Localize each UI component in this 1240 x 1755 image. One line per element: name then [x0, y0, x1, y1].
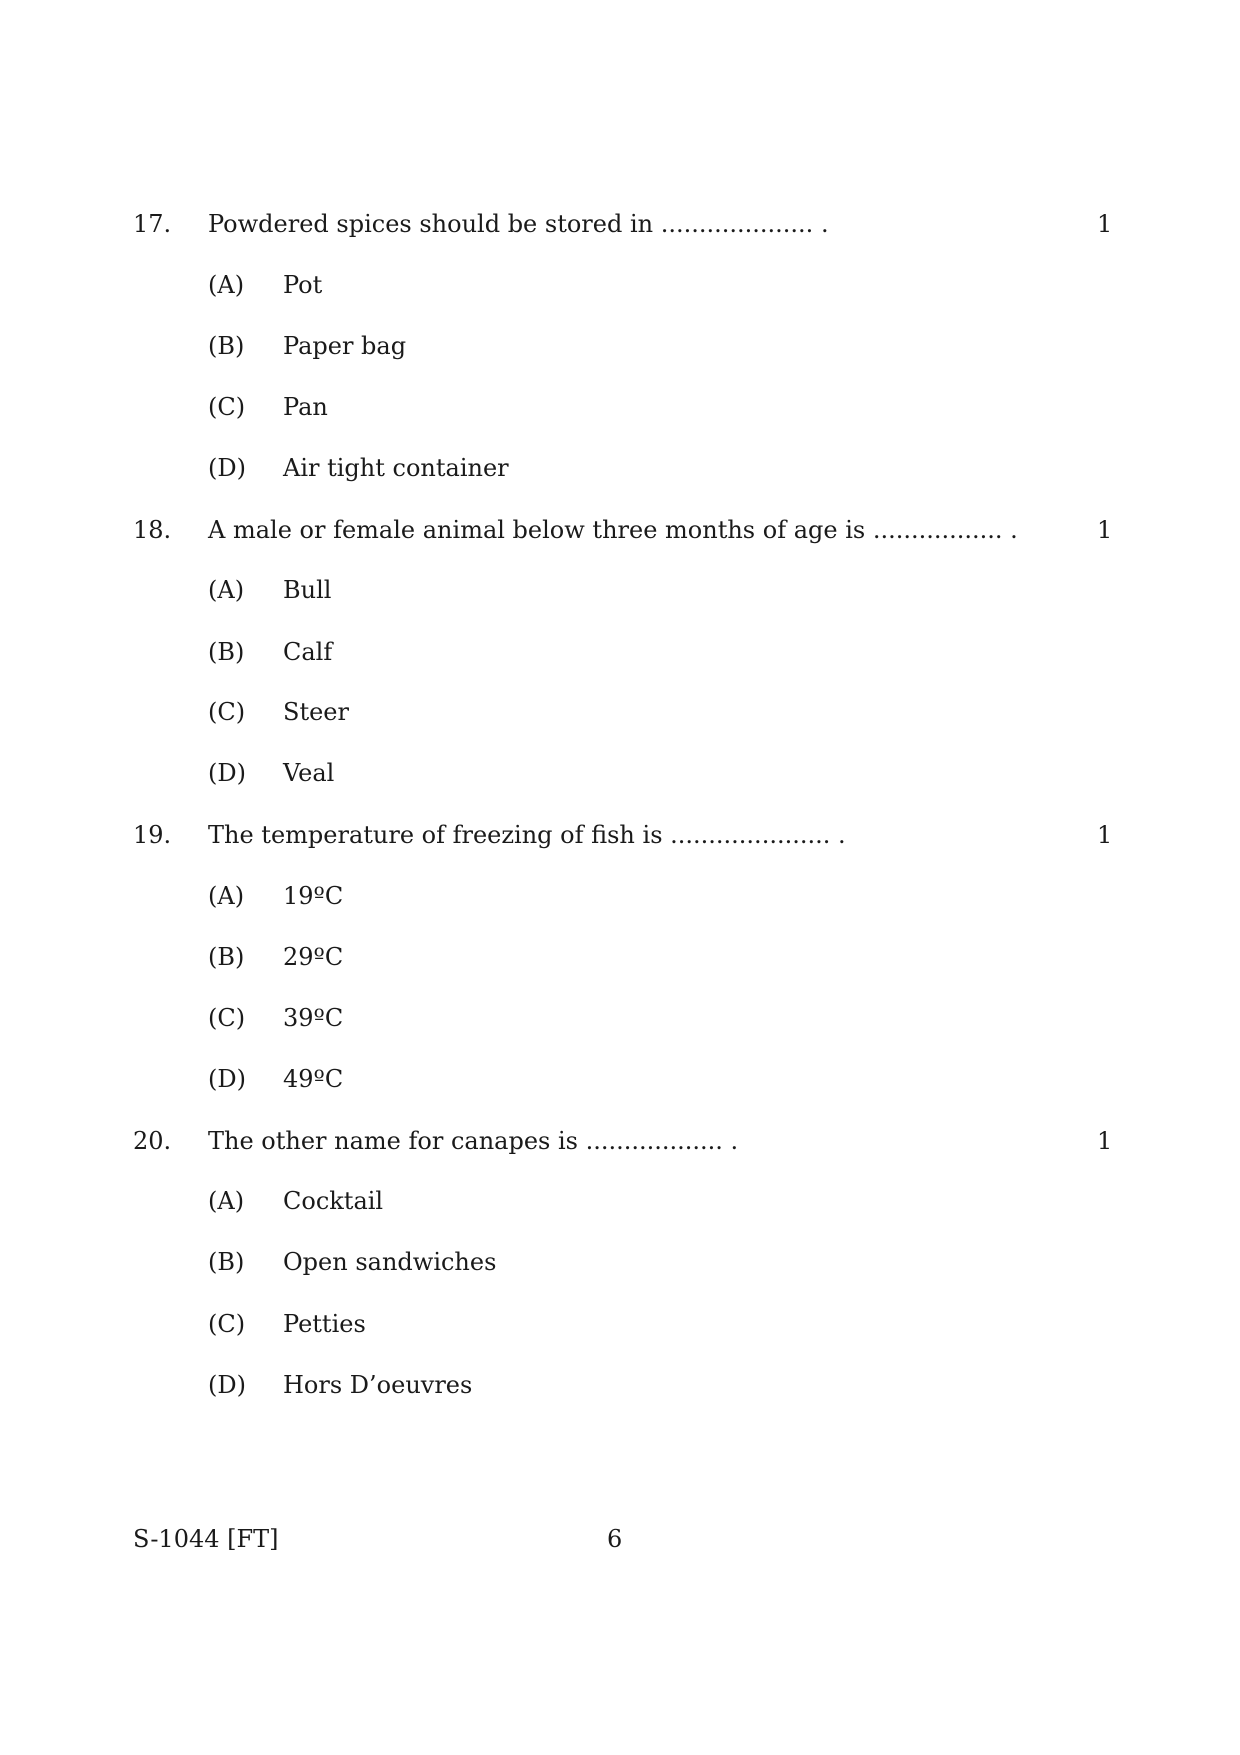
option-letter: (A) — [208, 882, 245, 910]
option-text: Steer — [283, 698, 349, 726]
option-letter: (D) — [208, 1065, 246, 1093]
question-marks: 1 — [1097, 1127, 1113, 1155]
option-letter: (D) — [208, 759, 246, 787]
option-letter: (B) — [208, 332, 245, 360]
option-text: 19ºC — [283, 882, 344, 910]
option-letter: (A) — [208, 576, 245, 604]
question-number: 18. — [133, 516, 172, 544]
option-letter: (C) — [208, 698, 246, 726]
option-text: Bull — [283, 576, 332, 604]
option-letter: (C) — [208, 1004, 246, 1032]
option-text: Hors D’oeuvres — [283, 1371, 473, 1399]
option-text: Veal — [283, 759, 335, 787]
question-text: Powdered spices should be stored in .................... . — [208, 210, 829, 238]
option-text: Open sandwiches — [283, 1248, 497, 1276]
option-text: Paper bag — [283, 332, 407, 360]
option-text: Air tight container — [283, 454, 509, 482]
paper-code: S-1044 [FT] — [133, 1525, 279, 1553]
option-text: Calf — [283, 638, 333, 666]
option-letter: (B) — [208, 1248, 245, 1276]
option-text: 29ºC — [283, 943, 344, 971]
option-letter: (D) — [208, 454, 246, 482]
option-text: 39ºC — [283, 1004, 344, 1032]
question-marks: 1 — [1097, 210, 1113, 238]
option-text: Petties — [283, 1310, 366, 1338]
question-marks: 1 — [1097, 516, 1113, 544]
option-letter: (C) — [208, 1310, 246, 1338]
option-letter: (A) — [208, 1187, 245, 1215]
question-text: A male or female animal below three months of age is ................. . — [208, 516, 1018, 544]
question-number: 19. — [133, 821, 172, 849]
question-marks: 1 — [1097, 821, 1113, 849]
question-text: The temperature of freezing of fish is ..................... . — [208, 821, 846, 849]
option-letter: (C) — [208, 393, 246, 421]
option-letter: (B) — [208, 638, 245, 666]
option-text: Pan — [283, 393, 328, 421]
option-letter: (B) — [208, 943, 245, 971]
page-number: 6 — [607, 1525, 623, 1553]
option-text: Pot — [283, 271, 323, 299]
question-number: 17. — [133, 210, 172, 238]
option-text: 49ºC — [283, 1065, 344, 1093]
option-text: Cocktail — [283, 1187, 384, 1215]
option-letter: (D) — [208, 1371, 246, 1399]
question-text: The other name for canapes is .................. . — [208, 1127, 739, 1155]
question-number: 20. — [133, 1127, 172, 1155]
option-letter: (A) — [208, 271, 245, 299]
